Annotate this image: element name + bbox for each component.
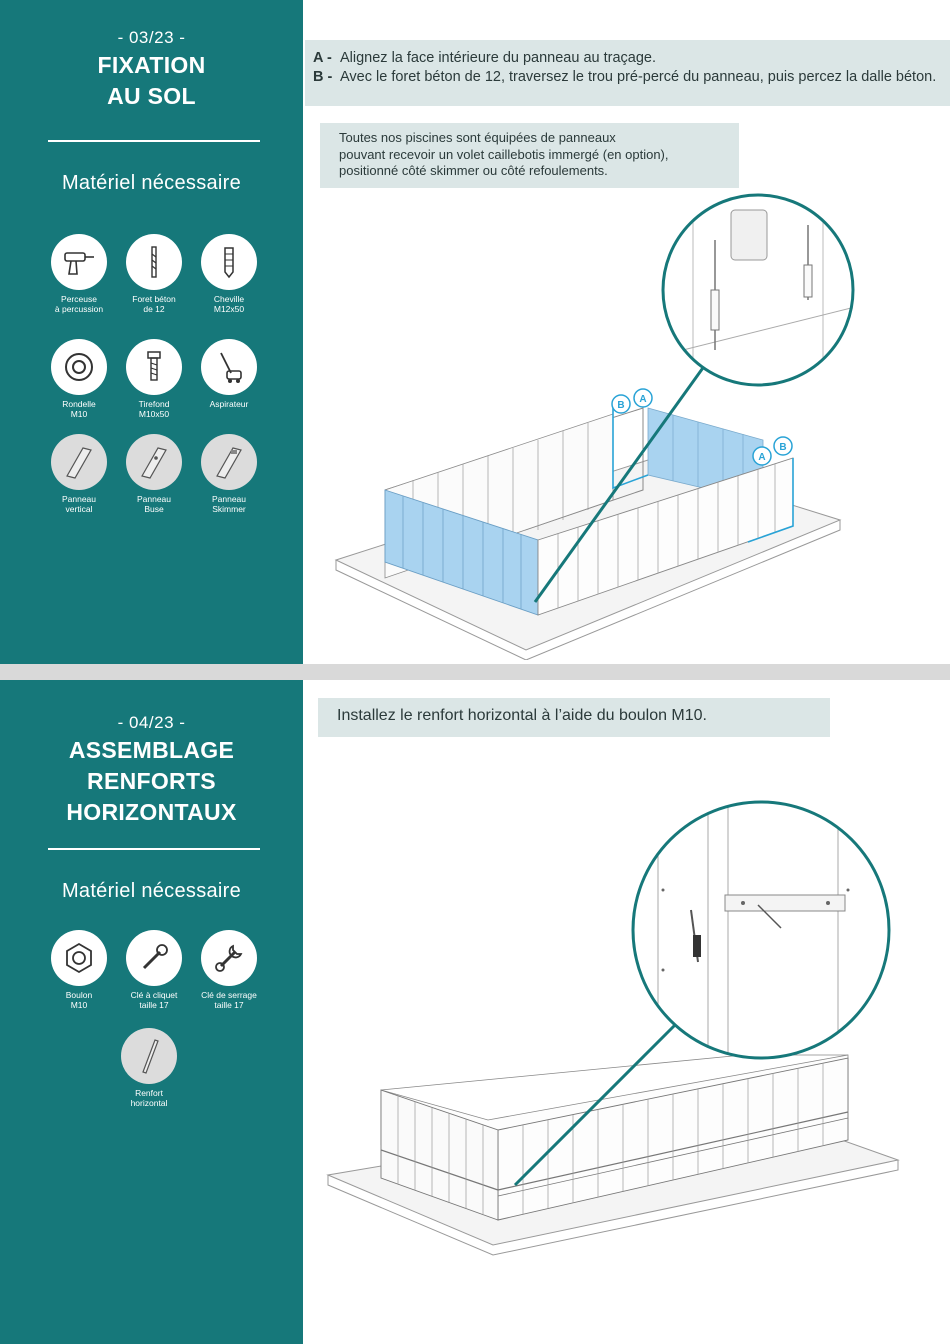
info-note bbox=[320, 123, 739, 188]
vacuum-icon bbox=[201, 339, 257, 395]
materials-heading: Matériel nécessaire bbox=[61, 880, 242, 902]
spanner-icon bbox=[201, 930, 257, 986]
horizontal-brace-icon bbox=[121, 1028, 177, 1084]
instruction-key: B - bbox=[313, 69, 333, 85]
step-number: - 03/23 - bbox=[117, 28, 186, 47]
tool-label: Tirefond M10x50 bbox=[138, 399, 170, 419]
ratchet-wrench-icon bbox=[126, 930, 182, 986]
divider bbox=[48, 848, 260, 850]
tool-skimmer-panel bbox=[189, 434, 269, 514]
step-03-section bbox=[0, 0, 950, 664]
tool-drill-bit bbox=[114, 234, 194, 314]
svg-text:B: B bbox=[617, 400, 625, 411]
nozzle-panel-icon bbox=[126, 434, 182, 490]
divider bbox=[48, 140, 260, 142]
instruction-key: A - bbox=[313, 50, 332, 66]
svg-text:A: A bbox=[758, 452, 766, 463]
svg-text:B: B bbox=[779, 442, 787, 453]
instruction-text: Avec le foret béton de 12, traversez le trou pré-percé du panneau, puis percez la dalle béton. bbox=[340, 69, 937, 85]
note-line: positionné côté skimmer ou côté refoulements. bbox=[339, 163, 608, 178]
tool-label: Panneau vertical bbox=[61, 494, 97, 514]
tool-vacuum bbox=[189, 339, 269, 409]
instruction-a bbox=[313, 49, 943, 68]
tool-washer bbox=[39, 339, 119, 419]
section-separator bbox=[0, 664, 950, 680]
pool-brace-illustration bbox=[303, 800, 950, 1340]
callout-a-right bbox=[753, 447, 771, 465]
wall-plug-icon bbox=[201, 234, 257, 290]
instructions-box bbox=[305, 40, 950, 106]
tool-wall-plug bbox=[189, 234, 269, 314]
instruction-box bbox=[318, 698, 830, 737]
tool-label: Cheville M12x50 bbox=[213, 294, 245, 314]
tool-label: Boulon M10 bbox=[65, 990, 93, 1010]
tool-lag-screw bbox=[114, 339, 194, 419]
tool-label: Foret béton de 12 bbox=[132, 294, 176, 314]
note-line: pouvant recevoir un volet caillebotis immergé (en option), bbox=[339, 146, 669, 162]
tool-label: Perceuse à percussion bbox=[54, 294, 104, 314]
tool-label: Clé de serrage taille 17 bbox=[201, 990, 257, 1010]
tool-bolt bbox=[39, 930, 119, 1010]
tool-vertical-panel bbox=[39, 434, 119, 514]
instruction-text: Installez le renfort horizontal à l’aide du boulon M10. bbox=[337, 707, 707, 724]
tool-label: Clé à cliquet taille 17 bbox=[130, 990, 178, 1010]
step-title-line: AU SOL bbox=[107, 83, 196, 109]
instruction-b bbox=[313, 68, 943, 87]
tool-label: Renfort horizontal bbox=[130, 1088, 168, 1108]
step-title-line: FIXATION bbox=[97, 52, 206, 78]
tool-label: Panneau Skimmer bbox=[211, 494, 247, 514]
tool-label: Panneau Buse bbox=[136, 494, 172, 514]
step-title-line: RENFORTS bbox=[87, 768, 216, 794]
step-title bbox=[0, 735, 303, 828]
washer-icon bbox=[51, 339, 107, 395]
pool-wall-illustration bbox=[303, 190, 950, 660]
step-title-line: HORIZONTAUX bbox=[66, 799, 237, 825]
callout-b-left bbox=[612, 395, 630, 413]
tool-spanner bbox=[189, 930, 269, 1010]
tool-ratchet-wrench bbox=[114, 930, 194, 1010]
callout-a-left bbox=[634, 389, 652, 407]
svg-text:A: A bbox=[639, 394, 647, 405]
instruction-text: Alignez la face intérieure du panneau au traçage. bbox=[340, 50, 656, 66]
step-03-sidebar bbox=[0, 0, 303, 664]
step-number: - 04/23 - bbox=[117, 713, 186, 732]
note-line: Toutes nos piscines sont équipées de panneaux bbox=[339, 130, 616, 145]
callout-b-right bbox=[774, 437, 792, 455]
skimmer-panel-icon bbox=[201, 434, 257, 490]
step-title-line: ASSEMBLAGE bbox=[68, 737, 235, 763]
step-title bbox=[0, 50, 303, 112]
step-04-sidebar bbox=[0, 680, 303, 1344]
tool-horizontal-brace bbox=[109, 1028, 189, 1108]
tool-nozzle-panel bbox=[114, 434, 194, 514]
hammer-drill-icon bbox=[51, 234, 107, 290]
tool-label: Aspirateur bbox=[209, 399, 249, 409]
bolt-icon bbox=[51, 930, 107, 986]
materials-heading: Matériel nécessaire bbox=[61, 172, 242, 194]
drill-bit-icon bbox=[126, 234, 182, 290]
tool-label: Rondelle M10 bbox=[62, 399, 96, 419]
tool-hammer-drill bbox=[39, 234, 119, 314]
lag-screw-icon bbox=[126, 339, 182, 395]
step-04-section bbox=[0, 680, 950, 1344]
vertical-panel-icon bbox=[51, 434, 107, 490]
